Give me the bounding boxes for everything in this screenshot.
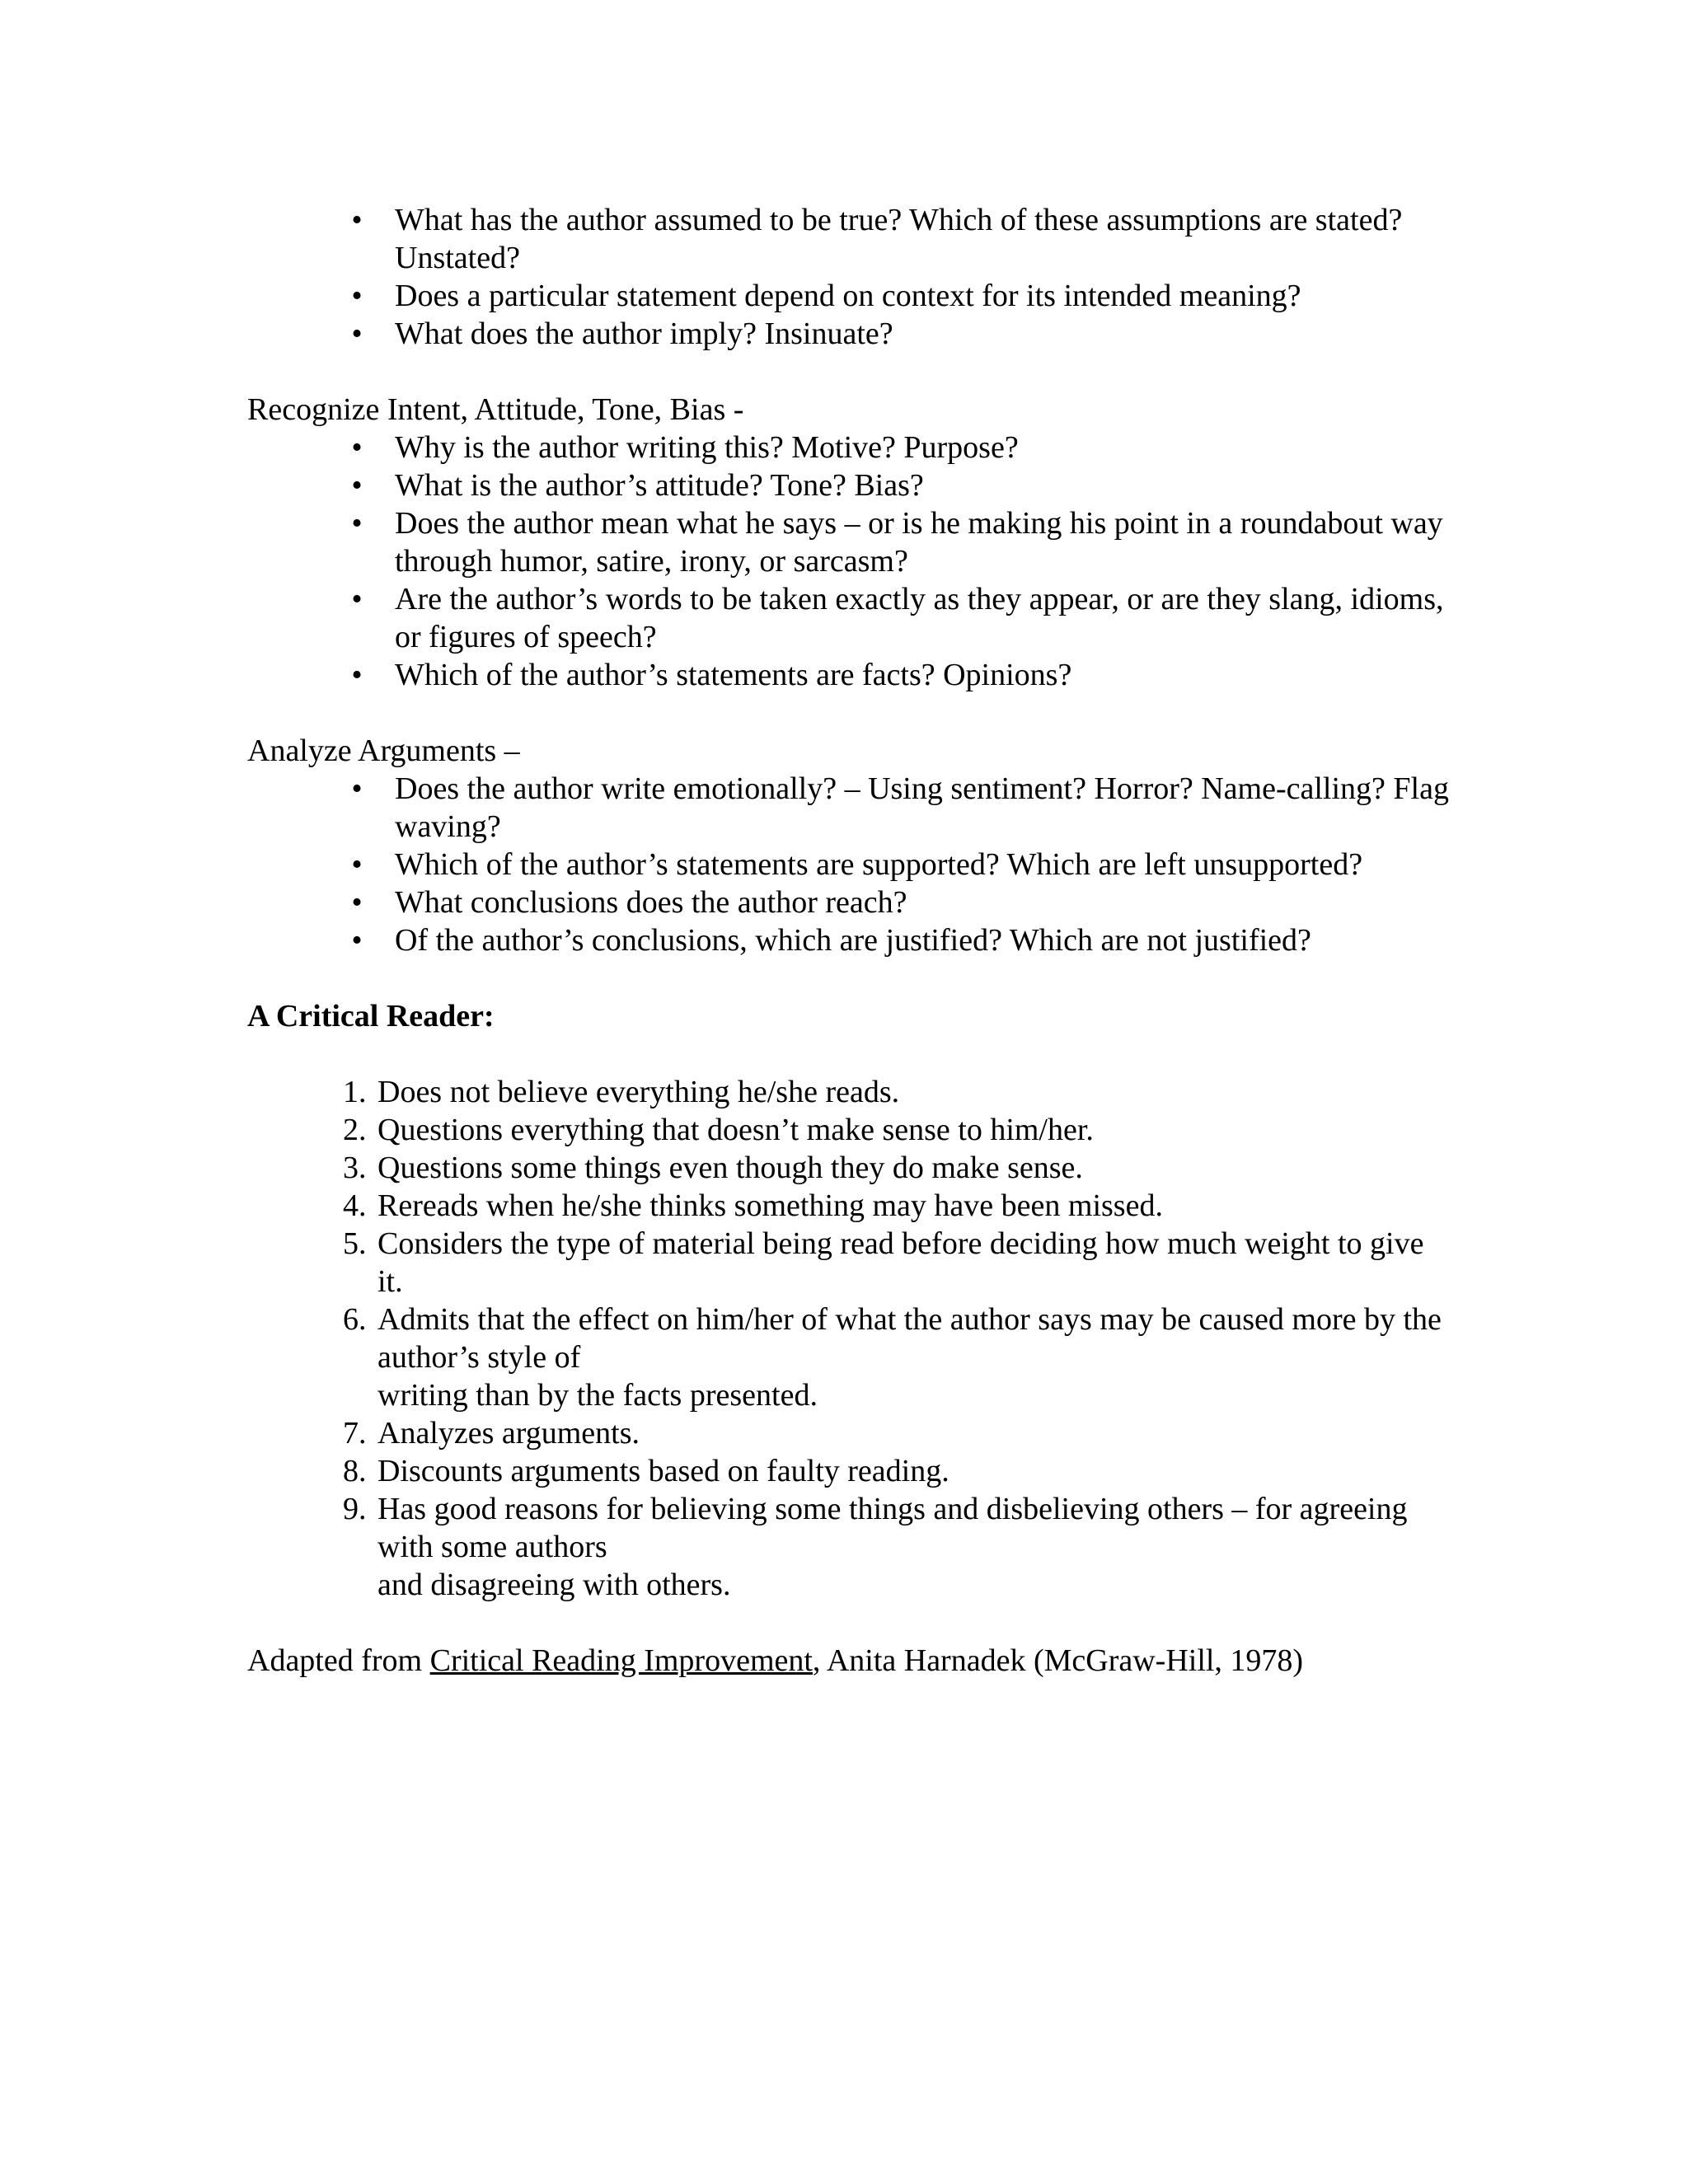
list-item-text: Does a particular statement depend on context for its intended meaning? bbox=[395, 279, 1301, 313]
list-item-text-continued: writing than by the facts presented. bbox=[377, 1378, 818, 1413]
list-item-text: Discounts arguments based on faulty reading. bbox=[377, 1454, 950, 1488]
list-item-text: Does not believe everything he/she reads. bbox=[377, 1075, 900, 1109]
list-item-number: 9. bbox=[343, 1492, 367, 1526]
list-item-text: Analyzes arguments. bbox=[377, 1416, 640, 1451]
list-item-number: 4. bbox=[343, 1188, 367, 1223]
list-item-text: Questions some things even though they do make sense. bbox=[377, 1151, 1083, 1185]
bullet-icon: • bbox=[351, 582, 363, 616]
list-item-number: 7. bbox=[343, 1416, 367, 1451]
list-item bbox=[351, 201, 1451, 277]
list-item-text: Which of the author’s statements are facts? Opinions? bbox=[395, 658, 1072, 692]
bullet-icon: • bbox=[351, 430, 363, 465]
list-item-text: What does the author imply? Insinuate? bbox=[395, 316, 893, 351]
list-item bbox=[351, 770, 1451, 846]
intro-bullet-list bbox=[247, 201, 1451, 353]
list-item bbox=[343, 1452, 1451, 1490]
list-item-text: Why is the author writing this? Motive? Purpose? bbox=[395, 430, 1019, 465]
citation bbox=[247, 1642, 1451, 1680]
document-body bbox=[247, 201, 1451, 1680]
bullet-icon: • bbox=[351, 203, 363, 237]
bullet-icon: • bbox=[351, 885, 363, 920]
list-item-text: Does the author mean what he says – or is he making his point in a roundabout way through humor, satire, irony, or sarcasm? bbox=[395, 506, 1443, 579]
list-item bbox=[343, 1187, 1451, 1225]
intent-bullet-list bbox=[247, 429, 1451, 694]
intent-section-heading: Recognize Intent, Attitude, Tone, Bias - bbox=[247, 392, 744, 427]
critical-reader-heading: A Critical Reader: bbox=[247, 999, 495, 1033]
list-item-text: What has the author assumed to be true? Which of these assumptions are stated? Unstated? bbox=[395, 203, 1403, 275]
list-item-text: Which of the author’s statements are supported? Which are left unsupported? bbox=[395, 847, 1363, 882]
list-item bbox=[343, 1414, 1451, 1452]
citation-prefix: Adapted from bbox=[247, 1643, 430, 1678]
list-item bbox=[351, 315, 1451, 353]
citation-book-title: Critical Reading Improvement bbox=[429, 1643, 813, 1678]
critical-reader-list bbox=[247, 1073, 1451, 1604]
list-item-text: Considers the type of material being read before deciding how much weight to give it. bbox=[377, 1226, 1424, 1299]
bullet-icon: • bbox=[351, 468, 363, 503]
bullet-icon: • bbox=[351, 279, 363, 313]
list-item-text: What is the author’s attitude? Tone? Bias? bbox=[395, 468, 924, 503]
bullet-icon: • bbox=[351, 506, 363, 541]
list-item bbox=[351, 921, 1451, 959]
list-item bbox=[343, 1301, 1451, 1414]
list-item-number: 5. bbox=[343, 1226, 367, 1261]
list-item bbox=[343, 1073, 1451, 1111]
list-item bbox=[351, 656, 1451, 694]
citation-suffix: , Anita Harnadek (McGraw-Hill, 1978) bbox=[812, 1643, 1304, 1678]
bullet-icon: • bbox=[351, 658, 363, 692]
list-item bbox=[351, 504, 1451, 580]
list-item bbox=[343, 1490, 1451, 1604]
list-item-text: Has good reasons for believing some things and disbelieving others – for agreeing with some authors bbox=[377, 1492, 1408, 1564]
list-item-text: What conclusions does the author reach? bbox=[395, 885, 907, 920]
list-item-number: 8. bbox=[343, 1454, 367, 1488]
list-item bbox=[351, 580, 1451, 656]
list-item-text: Of the author’s conclusions, which are justified? Which are not justified? bbox=[395, 923, 1311, 958]
arguments-bullet-list bbox=[247, 770, 1451, 959]
list-item-number: 6. bbox=[343, 1302, 367, 1337]
list-item-text: Questions everything that doesn’t make sense to him/her. bbox=[377, 1113, 1094, 1147]
list-item-text: Are the author’s words to be taken exactly as they appear, or are they slang, idioms, or figures of speech? bbox=[395, 582, 1444, 654]
list-item bbox=[343, 1149, 1451, 1187]
list-item bbox=[343, 1111, 1451, 1149]
bullet-icon: • bbox=[351, 316, 363, 351]
list-item bbox=[351, 466, 1451, 504]
list-item-text-continued: and disagreeing with others. bbox=[377, 1568, 731, 1602]
arguments-section-heading: Analyze Arguments – bbox=[247, 733, 520, 768]
bullet-icon: • bbox=[351, 923, 363, 958]
list-item-text: Rereads when he/she thinks something may have been missed. bbox=[377, 1188, 1163, 1223]
list-item-text: Does the author write emotionally? – Using sentiment? Horror? Name-calling? Flag waving? bbox=[395, 771, 1449, 844]
list-item bbox=[351, 846, 1451, 883]
bullet-icon: • bbox=[351, 847, 363, 882]
list-item bbox=[351, 429, 1451, 466]
list-item-number: 2. bbox=[343, 1113, 367, 1147]
list-item bbox=[351, 883, 1451, 921]
list-item bbox=[343, 1225, 1451, 1301]
list-item-text: Admits that the effect on him/her of what the author says may be caused more by the author’s style of bbox=[377, 1302, 1442, 1375]
list-item-number: 3. bbox=[343, 1151, 367, 1185]
bullet-icon: • bbox=[351, 771, 363, 806]
list-item-number: 1. bbox=[343, 1075, 367, 1109]
list-item bbox=[351, 277, 1451, 315]
